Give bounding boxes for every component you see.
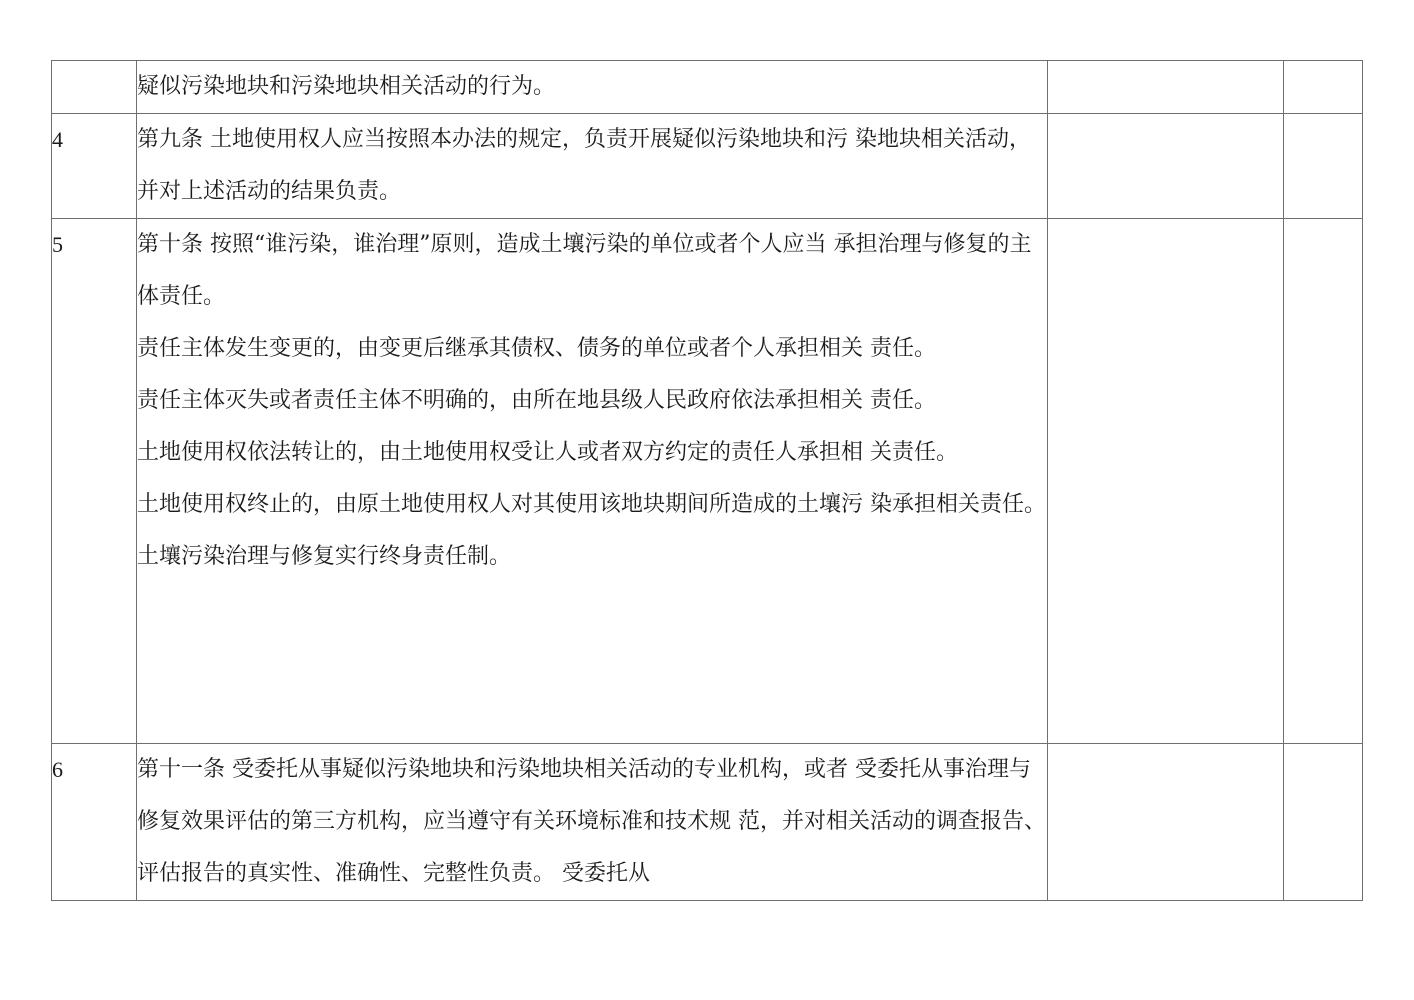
article-text-cell bbox=[137, 744, 1048, 901]
article-text-cell bbox=[137, 219, 1048, 744]
row-number bbox=[52, 61, 137, 114]
regulation-table bbox=[51, 60, 1363, 901]
article-paragraph: 土壤污染治理与修复实行终身责任制。 bbox=[137, 544, 512, 569]
empty-cell bbox=[1048, 61, 1284, 114]
empty-cell bbox=[1048, 744, 1284, 901]
empty-cell bbox=[1048, 219, 1284, 744]
article-paragraph: 第十一条 受委托从事疑似污染地块和污染地块相关活动的专业机构，或者 受委托从事治理与修复效果评估的第三方机构，应当遵守有关环境标准和技术规 范，并对相关活动的调查报告、评估报告的真实性、准确性、完整性负责。 受委托从 bbox=[137, 757, 1046, 886]
article-paragraph: 土地使用权终止的，由原土地使用权人对其使用该地块期间所造成的土壤污 染承担相关责任。 bbox=[137, 492, 1046, 517]
empty-cell bbox=[1284, 744, 1363, 901]
empty-cell bbox=[1284, 219, 1363, 744]
article-paragraph: 责任主体发生变更的，由变更后继承其债权、债务的单位或者个人承担相关 责任。 bbox=[137, 336, 936, 361]
row-number: 6 bbox=[52, 744, 137, 901]
article-text-cell bbox=[137, 61, 1048, 114]
article-text-cell bbox=[137, 114, 1048, 219]
table-row bbox=[52, 219, 1363, 744]
article-paragraph: 第九条 土地使用权人应当按照本办法的规定，负责开展疑似污染地块和污 染地块相关活动，并对上述活动的结果负责。 bbox=[137, 127, 1031, 204]
article-paragraph: 土地使用权依法转让的，由土地使用权受让人或者双方约定的责任人承担相 关责任。 bbox=[137, 440, 958, 465]
article-paragraph: 疑似污染地块和污染地块相关活动的行为。 bbox=[137, 74, 556, 99]
table-row bbox=[52, 744, 1363, 901]
table-row bbox=[52, 114, 1363, 219]
article-paragraph: 责任主体灭失或者责任主体不明确的，由所在地县级人民政府依法承担相关 责任。 bbox=[137, 388, 936, 413]
article-paragraph: 第十条 按照“谁污染，谁治理”原则，造成土壤污染的单位或者个人应当 承担治理与修复的主体责任。 bbox=[137, 232, 1032, 309]
empty-cell bbox=[1284, 61, 1363, 114]
row-number: 5 bbox=[52, 219, 137, 744]
row-number: 4 bbox=[52, 114, 137, 219]
empty-cell bbox=[1284, 114, 1363, 219]
table-row bbox=[52, 61, 1363, 114]
empty-cell bbox=[1048, 114, 1284, 219]
